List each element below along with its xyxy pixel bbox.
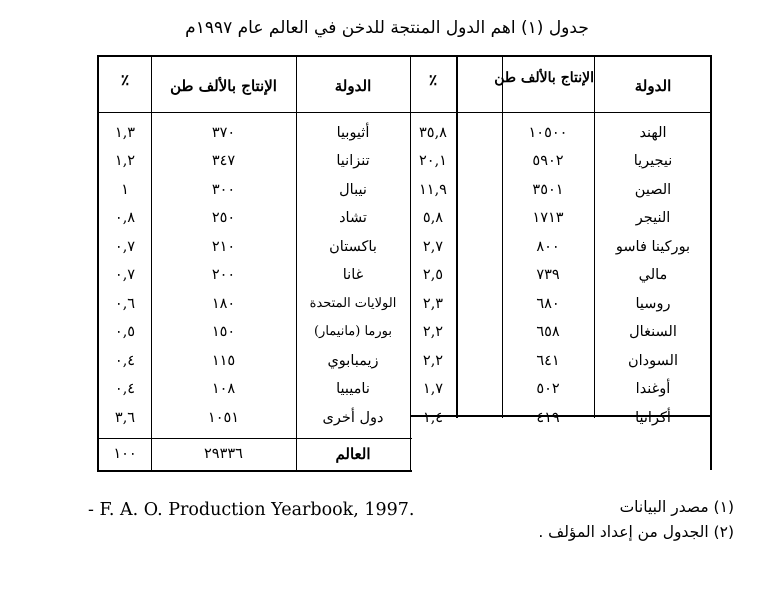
percent-cell: ٢,٢: [422, 324, 444, 340]
total-bottom-rule: [97, 470, 412, 472]
percent-cell: ٢٠,١: [419, 153, 447, 169]
percent-cell: ٣٥,٨: [419, 125, 447, 141]
production-cell: ٣٥٠١: [532, 182, 564, 198]
country-cell: نيجيريا: [633, 153, 673, 169]
production-cell: ٣٤٧: [211, 153, 236, 169]
country-cell: غانا: [342, 267, 364, 283]
percent-cell: ٠,٧: [114, 267, 136, 283]
percent-cell: ١: [121, 182, 129, 198]
header-percent: ٪: [428, 71, 438, 89]
footnote-author-note: (٢) الجدول من إعداد المؤلف .: [538, 523, 734, 541]
country-cell: الهند: [639, 125, 667, 141]
millet-production-table: [97, 55, 712, 470]
country-cell: السودان: [627, 353, 678, 369]
percent-cell: ١,٣: [114, 125, 136, 141]
production-cell: ٤١٩: [536, 410, 560, 426]
country-cell: تنزانيا: [336, 153, 370, 169]
header-country: الدولة: [334, 77, 372, 95]
percent-cell: ٠,٤: [114, 353, 136, 369]
total-label: العالم: [335, 445, 371, 463]
production-cell: ١٠٨: [211, 381, 236, 397]
country-cell: النيجر: [635, 210, 671, 226]
country-cell: الصين: [634, 182, 672, 198]
country-cell: نيبال: [339, 182, 367, 198]
country-cell: ناميبيا: [336, 381, 370, 397]
percent-cell: ٢,٧: [422, 239, 444, 255]
total-production: ٢٩٣٣٦: [204, 446, 243, 462]
country-cell: أكرانيا: [635, 410, 671, 426]
header-production: الإنتاج بالألف طن: [494, 70, 594, 86]
production-cell: ٦٤١: [536, 353, 560, 369]
percent-cell: ٠,٥: [114, 324, 136, 340]
percent-cell: ٢,٣: [422, 296, 444, 312]
production-cell: ٦٨٠: [536, 296, 560, 312]
country-cell: تشاد: [339, 210, 367, 226]
percent-cell: ١,٤: [422, 410, 444, 426]
header-country: الدولة: [634, 77, 672, 95]
production-cell: ٣٧٠: [211, 125, 236, 141]
percent-cell: ٠,٤: [114, 381, 136, 397]
country-cell: الولايات المتحدة: [309, 296, 397, 311]
production-cell: ١٨٠: [211, 296, 236, 312]
production-cell: ١٥٠: [211, 324, 236, 340]
country-cell: مالي: [638, 267, 668, 283]
source-citation: - F. A. O. Production Yearbook, 1997.: [88, 500, 415, 520]
percent-cell: ٠,٧: [114, 239, 136, 255]
production-cell: ٧٣٩: [536, 267, 560, 283]
country-cell: أثيوبيا: [336, 125, 370, 141]
country-cell: السنغال: [629, 324, 677, 340]
percent-cell: ٠,٦: [114, 296, 136, 312]
footnote-source-label: (١) مصدر البيانات: [619, 498, 734, 516]
country-cell: روسيا: [635, 296, 671, 312]
production-cell: ٨٠٠: [536, 239, 560, 255]
production-cell: ١٧١٣: [532, 210, 564, 226]
production-cell: ٦٥٨: [536, 324, 560, 340]
percent-cell: ١,٢: [114, 153, 136, 169]
percent-cell: ٣,٦: [114, 410, 136, 426]
percent-cell: ٠,٨: [114, 210, 136, 226]
production-cell: ٢١٠: [211, 239, 236, 255]
percent-cell: ١١,٩: [419, 182, 447, 198]
percent-cell: ١,٧: [422, 381, 444, 397]
percent-cell: ٢,٥: [422, 267, 444, 283]
country-cell: بورما (مانيمار): [313, 324, 393, 339]
production-cell: ١٠٥٠٠: [528, 125, 568, 141]
header-production: الإنتاج بالألف طن: [170, 77, 277, 95]
header-percent: ٪: [120, 71, 130, 89]
total-percent: ١٠٠: [113, 446, 137, 462]
production-cell: ٢٠٠: [211, 267, 236, 283]
table-title: جدول (١) اهم الدول المنتجة للدخن في العالم عام ١٩٩٧م: [185, 18, 589, 38]
header-rule: [99, 112, 710, 113]
production-cell: ١١٥: [211, 353, 236, 369]
production-cell: ١٠٥١: [207, 410, 240, 426]
percent-cell: ٥,٨: [422, 210, 444, 226]
country-cell: أوغندا: [635, 381, 671, 397]
country-cell: زيمبابوي: [327, 353, 379, 369]
country-cell: بوركينا فاسو: [615, 239, 691, 255]
production-cell: ٢٥٠: [211, 210, 236, 226]
country-cell: دول أخرى: [322, 410, 384, 426]
production-cell: ٣٠٠: [211, 182, 236, 198]
total-top-rule: [99, 438, 412, 439]
production-cell: ٥٠٢: [536, 381, 560, 397]
production-cell: ٥٩٠٢: [532, 153, 564, 169]
country-cell: باكستان: [329, 239, 377, 255]
percent-cell: ٢,٢: [422, 353, 444, 369]
